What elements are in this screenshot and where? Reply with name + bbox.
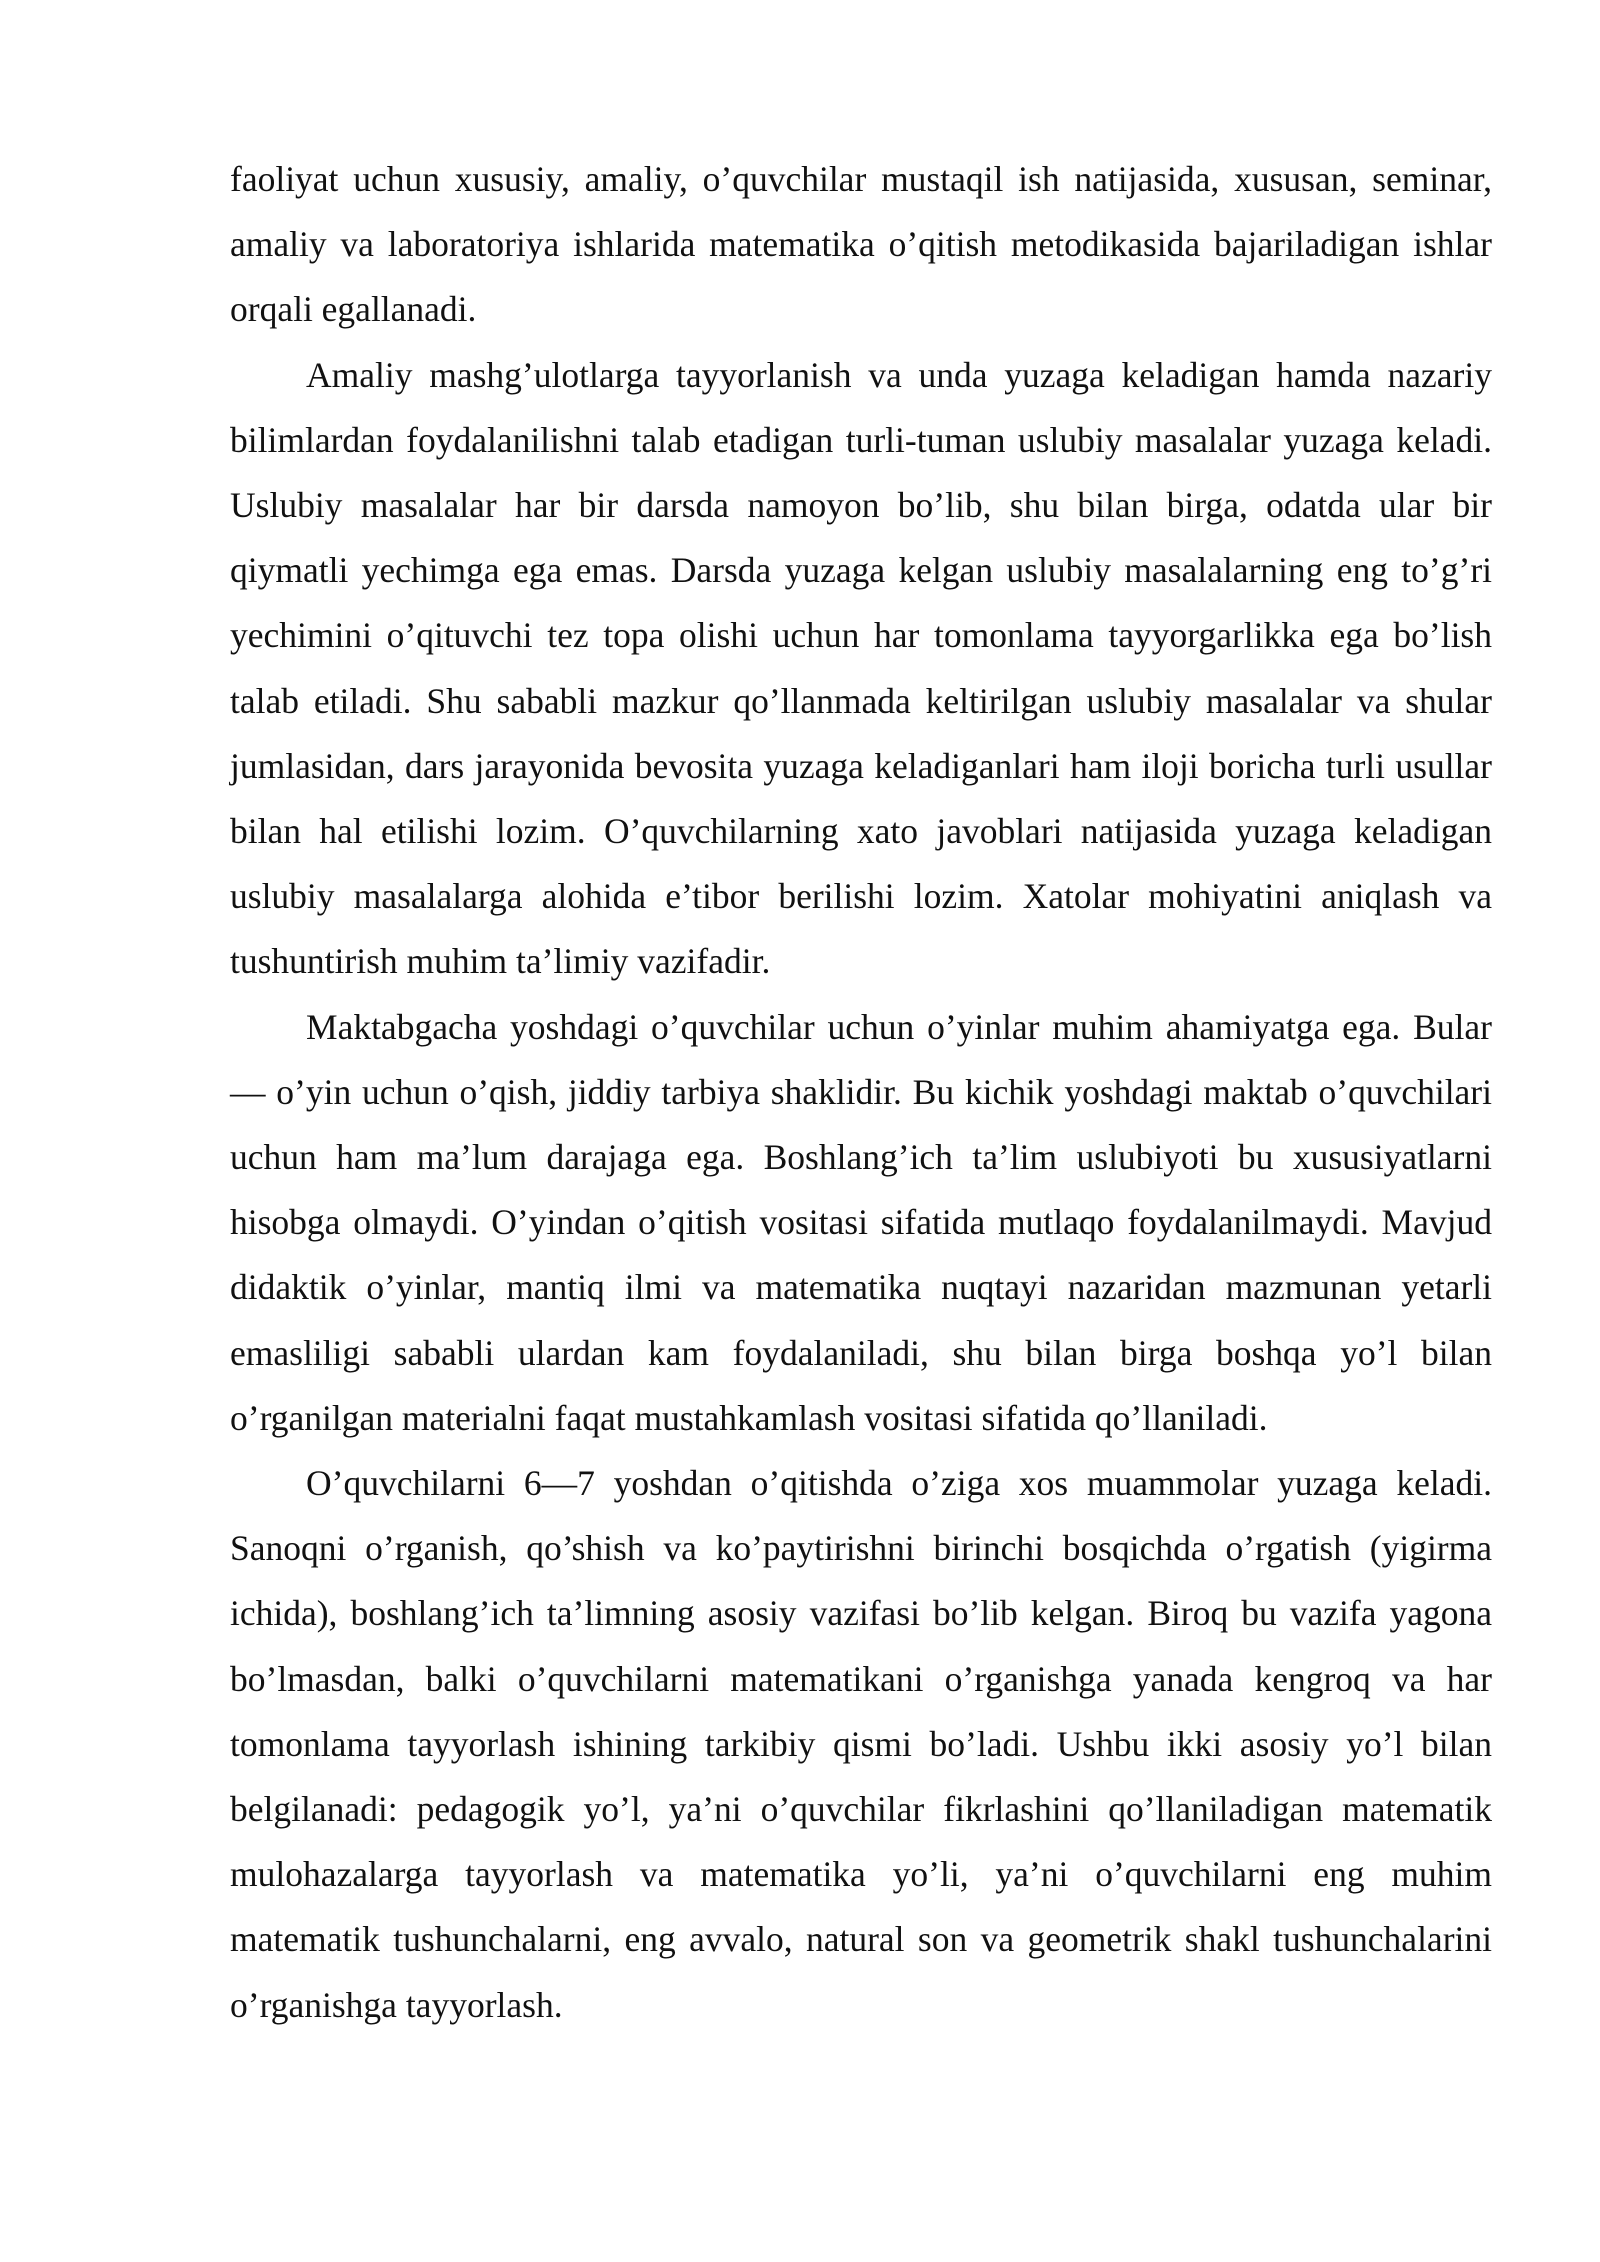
paragraph-practical-lessons: Amaliy mashg’ulotlarga tayyorlanish va unda yuzaga keladigan hamda nazariy bilimlardan foydalanilishni talab etadigan turli-tuman uslubiy masalalar yuzaga keladi. Uslubiy masalalar har bir darsda namoyon bo’lib, shu bilan birga, odatda ular bir qiymatli yechimga ega emas. Darsda yuzaga kelgan uslubiy masalalarning eng to’g’ri yechimini o’qituvchi tez topa olishi uchun har tomonlama tayyorgarlikka ega bo’lish talab etiladi. Shu sababli mazkur qo’llanmada keltirilgan uslubiy masalalar va shular jumlasidan, dars jarayonida bevosita yuzaga keladiganlari ham iloji boricha turli usullar bilan hal etilishi lozim. O’quvchilarning xato javoblari natijasida yuzaga keladigan uslubiy masalalarga alohida e’tibor berilishi lozim. Xatolar mohiyatini aniqlash va tushuntirish muhim ta’limiy vazifadir. [230, 354, 1492, 982]
document-page [230, 147, 1492, 2038]
paragraph-early-teaching: O’quvchilarni 6—7 yoshdan o’qitishda o’ziga xos muammolar yuzaga keladi. Sanoqni o’rganish, qo’shish va ko’paytirishni birinchi bosqichda o’rgatish (yigirma ichida), boshlang’ich ta’limning asosiy vazifasi bo’lib kelgan. Biroq bu vazifa yagona bo’lmasdan, balki o’quvchilarni matematikani o’rganishga yanada kengroq va har tomonlama tayyorlash ishining tarkibiy qismi bo’ladi. Ushbu ikki asosiy yo’l bilan belgilanadi: pedagogik yo’l, ya’ni o’quvchilar fikrlashini qo’llaniladigan matematik mulohazalarga tayyorlash va matematika yo’li, ya’ni o’quvchilarni eng muhim matematik tushunchalarni, eng avvalo, natural son va geometrik shakl tushunchalarini o’rganishga tayyorlash. [230, 1463, 1492, 2025]
paragraph-games: Maktabgacha yoshdagi o’quvchilar uchun o’yinlar muhim ahamiyatga ega. Bular — o’yin uchun o’qish, jiddiy tarbiya shaklidir. Bu kichik yoshdagi maktab o’quvchilari uchun ham ma’lum darajaga ega. Boshlang’ich ta’lim uslubiyoti bu xususiyatlarni hisobga olmaydi. O’yindan o’qitish vositasi sifatida mutlaqo foydalanilmaydi. Mavjud didaktik o’yinlar, mantiq ilmi va matematika nuqtayi nazaridan mazmunan yetarli emasliligi sababli ulardan kam foydalaniladi, shu bilan birga boshqa yo’l bilan o’rganilgan materialni faqat mustahkamlash vositasi sifatida qo’llaniladi. [230, 1006, 1492, 1438]
paragraph-continuation: faoliyat uchun xususiy, amaliy, o’quvchilar mustaqil ish natijasida, xususan, seminar, amaliy va laboratoriya ishlarida matematika o’qitish metodikasida bajariladigan ishlar orqali egallanadi. [230, 159, 1492, 330]
